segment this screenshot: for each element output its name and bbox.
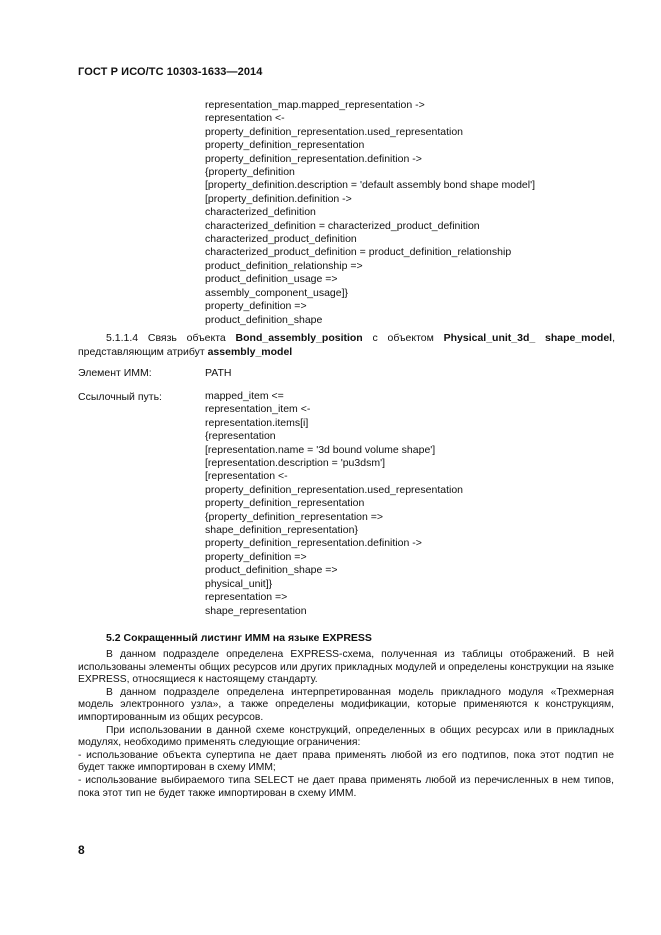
paragraph: В данном подразделе определена EXPRESS-схема, полученная из таблицы отображений. В ней использованы элементы общих ресурсов или других прикладных модулей и определены конструкции на языке EXPRESS, относящиеся к настоящему стандарту. <box>78 649 614 686</box>
reference-path-label: Ссылочный путь: <box>78 391 162 403</box>
code-line: property_definition_representation <box>205 139 365 152</box>
element-label: Элемент ИММ: <box>78 367 152 379</box>
code-line: representation_map.mapped_representation -> <box>205 99 425 111</box>
code-line: property_definition_representation.used_representation <box>205 483 464 496</box>
list-item: - использование выбираемого типа SELECT не дает права применять любой из перечисленных в нем типов, пока этот тип не будет также импортирован в схему ИММ. <box>78 774 614 799</box>
entity-name: Bond_assembly_position <box>235 332 363 344</box>
code-line: mapped_item <= <box>205 390 284 402</box>
entity-name: Physical_unit_3d_ shape_model <box>443 332 613 344</box>
code-line: property_definition => <box>205 300 307 313</box>
element-value: PATH <box>205 367 232 379</box>
code-line: property_definition_representation.definition -> <box>205 152 422 165</box>
paragraph: В данном подразделе определена интерпретированная модель прикладного модуля «Трехмерная модель электронного узла», а также определены модификации, которые применяются к конструкциям, импортированным из общих ресурсов. <box>78 686 614 723</box>
code-line: characterized_product_definition = product_definition_relationship <box>205 246 512 259</box>
list-item: - использование объекта супертипа не дает права применять любой из его подтипов, пока этот подтип не будет также импортирован в схему ИММ; <box>78 749 614 774</box>
code-line: representation <- <box>205 112 285 125</box>
code-line: [property_definition.definition -> <box>205 192 352 205</box>
code-line: characterized_definition <box>205 206 316 219</box>
body-text <box>78 649 614 800</box>
code-line: product_definition_shape => <box>205 564 338 577</box>
code-line: {property_definition_representation => <box>205 510 384 523</box>
code-line: [representation.description = 'pu3dsm'] <box>205 457 385 470</box>
code-line: representation.items[i] <box>205 416 309 429</box>
code-line: shape_representation <box>205 604 307 617</box>
code-line: property_definition_representation.definition -> <box>205 537 422 550</box>
code-line: representation => <box>205 591 288 604</box>
code-line: property_definition_representation <box>205 497 365 510</box>
code-line: assembly_component_usage]} <box>205 286 349 299</box>
reference-path-block-1 <box>205 99 535 327</box>
code-line: characterized_definition = characterized_product_definition <box>205 219 480 232</box>
code-line: {property_definition <box>205 166 295 179</box>
section-heading: 5.2 Сокращенный листинг ИММ на языке EXPRESS <box>106 632 372 644</box>
code-line: property_definition => <box>205 550 307 563</box>
clause-text: , представляющим атрибут <box>78 332 616 358</box>
clause-text: 5.1.1.4 Связь объекта <box>106 332 236 344</box>
code-line: product_definition_shape <box>205 313 323 326</box>
code-line: [representation <- <box>205 470 288 483</box>
code-line: [representation.name = '3d bound volume shape'] <box>205 443 436 456</box>
code-line: representation_item <- <box>205 403 311 416</box>
code-line: product_definition_usage => <box>205 273 338 286</box>
reference-path-block-2 <box>205 390 463 618</box>
code-line: property_definition_representation.used_representation <box>205 125 464 138</box>
code-line: {representation <box>205 430 276 443</box>
code-line: product_definition_relationship => <box>205 259 363 272</box>
code-line: characterized_product_definition <box>205 233 357 246</box>
code-line: physical_unit]} <box>205 577 273 590</box>
paragraph: При использовании в данной схеме конструкций, определенных в общих ресурсах или в прикладных модулях, необходимо применять следующие ограничения: <box>78 724 614 749</box>
code-line: shape_definition_representation} <box>205 524 358 537</box>
page-number: 8 <box>78 843 85 857</box>
clause-5-1-1-4 <box>78 331 615 359</box>
attribute-name: assembly_model <box>207 346 293 358</box>
document-header: ГОСТ Р ИСО/ТС 10303-1633—2014 <box>78 66 263 78</box>
clause-text: с объектом <box>362 332 444 344</box>
code-line: [property_definition.description = 'default assembly bond shape model'] <box>205 179 536 192</box>
